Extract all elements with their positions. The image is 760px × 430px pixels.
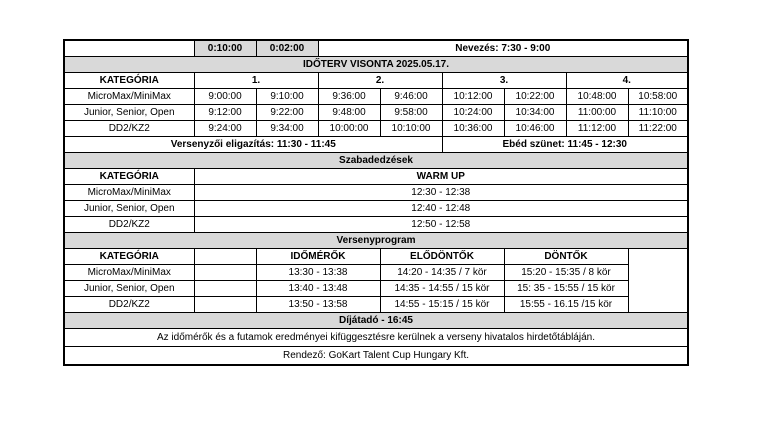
category-cell: DD2/KZ2	[64, 297, 194, 313]
lunch-break-time: Ebéd szünet: 11:45 - 12:30	[442, 137, 688, 153]
category-cell: DD2/KZ2	[64, 217, 194, 233]
final-time: 15: 35 - 15:55 / 15 kör	[504, 281, 628, 297]
time-cell: 9:48:00	[318, 105, 380, 121]
heat-time: 14:55 - 15:15 / 15 kör	[380, 297, 504, 313]
free-practice-header-row	[64, 169, 688, 185]
heat-group-3: 3.	[442, 73, 566, 89]
time-cell: 9:10:00	[256, 89, 318, 105]
heats-row	[64, 121, 688, 137]
qualifying-time: 13:40 - 13:48	[256, 281, 380, 297]
warmup-time: 12:30 - 12:38	[194, 185, 688, 201]
empty-cell	[628, 249, 688, 313]
warmup-header: WARM UP	[194, 169, 688, 185]
header-empty-cell	[64, 40, 194, 57]
time-cell: 10:58:00	[628, 89, 688, 105]
time-cell: 9:24:00	[194, 121, 256, 137]
qualifying-time: 13:50 - 13:58	[256, 297, 380, 313]
heat-time: 14:20 - 14:35 / 7 kör	[380, 265, 504, 281]
time-cell: 11:10:00	[628, 105, 688, 121]
heat-group-4: 4.	[566, 73, 688, 89]
race-row	[64, 265, 688, 281]
empty-cell	[194, 249, 256, 265]
header-row	[64, 40, 688, 57]
time-cell: 10:34:00	[504, 105, 566, 121]
empty-cell	[194, 297, 256, 313]
category-cell: MicroMax/MiniMax	[64, 89, 194, 105]
time-cell: 9:00:00	[194, 89, 256, 105]
free-practice-row	[64, 185, 688, 201]
time-cell: 10:24:00	[442, 105, 504, 121]
warmup-time: 12:50 - 12:58	[194, 217, 688, 233]
time-cell: 10:48:00	[566, 89, 628, 105]
race-header-row	[64, 249, 688, 265]
briefing-time: Versenyzői eligazítás: 11:30 - 11:45	[64, 137, 442, 153]
time-cell: 9:34:00	[256, 121, 318, 137]
category-cell: DD2/KZ2	[64, 121, 194, 137]
time-cell: 9:22:00	[256, 105, 318, 121]
time-cell: 9:36:00	[318, 89, 380, 105]
time-cell: 11:22:00	[628, 121, 688, 137]
category-cell: MicroMax/MiniMax	[64, 185, 194, 201]
heat-group-1: 1.	[194, 73, 318, 89]
category-cell: MicroMax/MiniMax	[64, 265, 194, 281]
kategoria-header: KATEGÓRIA	[64, 249, 194, 265]
schedule-table	[63, 39, 689, 366]
final-time: 15:55 - 16.15 /15 kör	[504, 297, 628, 313]
time-cell: 9:12:00	[194, 105, 256, 121]
section-row	[64, 153, 688, 169]
organizer-row	[64, 347, 688, 366]
free-practice-title: Szabadedzések	[64, 153, 688, 169]
award-row	[64, 313, 688, 329]
interval-time-1: 0:10:00	[194, 40, 256, 57]
category-cell: Junior, Senior, Open	[64, 281, 194, 297]
heat-group-2: 2.	[318, 73, 442, 89]
heats-row	[64, 89, 688, 105]
time-cell: 11:12:00	[566, 121, 628, 137]
page-title: IDŐTERV VISONTA 2025.05.17.	[64, 57, 688, 73]
heats-header: ELŐDÖNTŐK	[380, 249, 504, 265]
race-row	[64, 281, 688, 297]
time-cell: 10:46:00	[504, 121, 566, 137]
award-ceremony: Díjátadó - 16:45	[64, 313, 688, 329]
qualifying-header: IDŐMÉRŐK	[256, 249, 380, 265]
break-row	[64, 137, 688, 153]
final-time: 15:20 - 15:35 / 8 kör	[504, 265, 628, 281]
title-row	[64, 57, 688, 73]
registration-time: Nevezés: 7:30 - 9:00	[318, 40, 688, 57]
time-cell: 10:10:00	[380, 121, 442, 137]
time-cell: 10:22:00	[504, 89, 566, 105]
time-cell: 10:12:00	[442, 89, 504, 105]
time-cell: 11:00:00	[566, 105, 628, 121]
heat-time: 14:35 - 14:55 / 15 kör	[380, 281, 504, 297]
interval-time-2: 0:02:00	[256, 40, 318, 57]
time-cell: 10:00:00	[318, 121, 380, 137]
free-practice-row	[64, 217, 688, 233]
organizer-text: Rendező: GoKart Talent Cup Hungary Kft.	[64, 347, 688, 366]
kategoria-header: KATEGÓRIA	[64, 73, 194, 89]
results-notice: Az időmérők és a futamok eredményei kifüggesztésre kerülnek a verseny hivatalos hirdetőtábláján.	[64, 329, 688, 347]
notice-row	[64, 329, 688, 347]
kategoria-header: KATEGÓRIA	[64, 169, 194, 185]
time-cell: 9:46:00	[380, 89, 442, 105]
section-row	[64, 233, 688, 249]
category-cell: Junior, Senior, Open	[64, 201, 194, 217]
qualifying-time: 13:30 - 13:38	[256, 265, 380, 281]
free-practice-row	[64, 201, 688, 217]
heats-row	[64, 105, 688, 121]
category-cell: Junior, Senior, Open	[64, 105, 194, 121]
empty-cell	[194, 265, 256, 281]
empty-cell	[194, 281, 256, 297]
race-row	[64, 297, 688, 313]
race-program-title: Versenyprogram	[64, 233, 688, 249]
time-cell: 10:36:00	[442, 121, 504, 137]
time-cell: 9:58:00	[380, 105, 442, 121]
heats-header-row	[64, 73, 688, 89]
warmup-time: 12:40 - 12:48	[194, 201, 688, 217]
finals-header: DÖNTŐK	[504, 249, 628, 265]
